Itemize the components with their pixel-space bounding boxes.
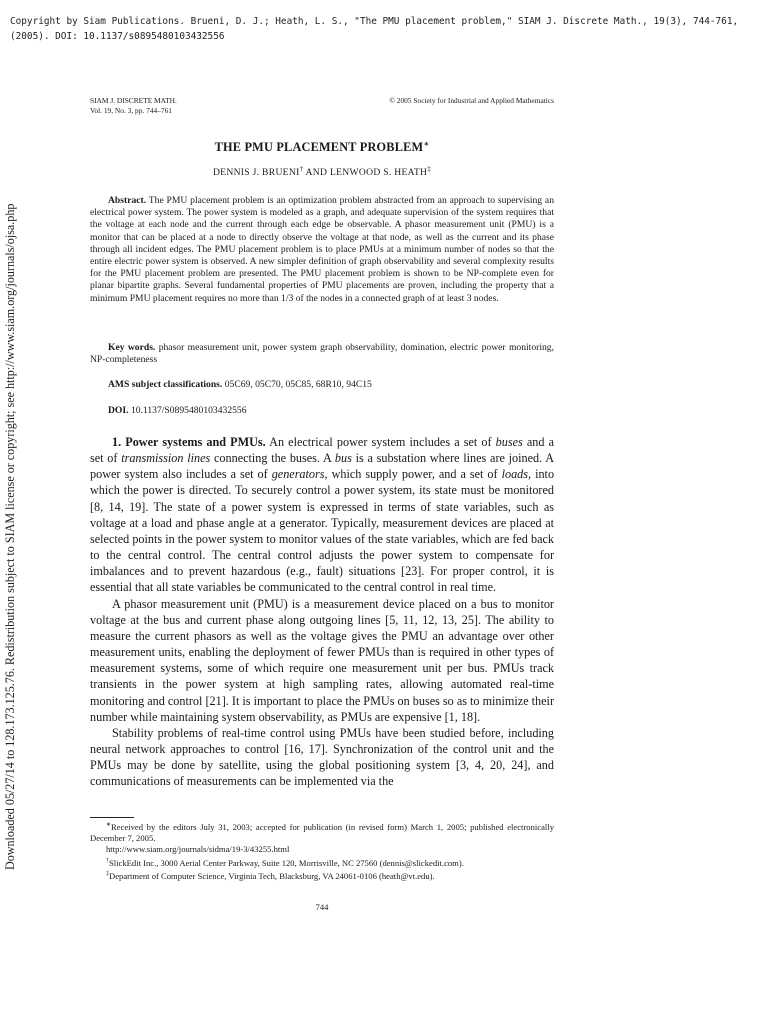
author-line — [90, 165, 554, 178]
title-footnote-mark: ∗ — [423, 140, 430, 148]
footnote-url: http://www.siam.org/journals/sidma/19-3/43255.html — [106, 844, 290, 855]
p1-text-f: into which the power is directed. To securely control a power system, its state must be monitored [8, 14, 19]. The state of a power system is expressed in terms of state variables, such as voltage at a load and phase angle at a generator. Typically, measurement devices are placed at selected points in the power system to monitor values of the state variables, which are fed back to the central control. The central control adjusts the power system to compensate for imbalances and to prevent hazardous (e.g., fault) situations [23]. For proper control, it is essential that all state variables be communicated to the central control in real time. — [90, 467, 555, 595]
doi-text: 10.1137/S0895480103432556 — [130, 405, 247, 416]
section-heading: 1. Power systems and PMUs. — [112, 435, 266, 449]
footnote-received-text: Received by the editors July 31, 2003; accepted for publication (in revised form) March 1, 2005; published electronically December 7, 2005. — [90, 821, 554, 844]
ams-label: AMS subject classifications. — [108, 379, 223, 390]
paper-title — [90, 140, 554, 155]
p1-text-d: is a substation where lines are joined. A power system also includes a set of — [90, 451, 555, 482]
author-mark-dagger: † — [299, 165, 304, 173]
author-mark-ddagger: ‡ — [427, 165, 432, 173]
p1-text-e: which supply power, and a set of — [331, 467, 498, 482]
paragraph-2: A phasor measurement unit (PMU) is a measurement device placed on a bus to monitor voltage at the bus and current phase along outgoing lines [5, 11, 12, 13, 25]. The ability to measure the current phasors as well as the voltage gives the PMU an advantage over other measurement units, enabling the deployment of fewer PMUs than is required in other types of measurement systems, some of which require one measurement unit per bus. PMUs track transients in the power system at high sampling rates, allowing automated real-time monitoring and control [21]. It is important to place the PMUs on buses so as to minimize their number while maintaining system observability, as PMUs are expensive [1, 18]. — [90, 596, 554, 724]
title-text: THE PMU PLACEMENT PROBLEM — [214, 140, 424, 155]
page-number: 744 — [315, 902, 329, 912]
abstract — [90, 195, 554, 305]
footnote-heath-text: Department of Computer Science, Virginia Tech, Blacksburg, VA 24061-0106 (heath@vt.edu). — [109, 870, 435, 881]
p1-text-c: connecting the buses. A — [214, 451, 332, 466]
section-1 — [90, 434, 554, 789]
term-bus: bus — [334, 451, 352, 466]
footnote-rule — [90, 817, 134, 818]
term-buses: buses — [495, 435, 523, 449]
paragraph-1 — [90, 434, 554, 596]
footnote-mark-1: ∗ — [106, 822, 112, 828]
footnote-heath — [90, 869, 554, 882]
abstract-label: Abstract. — [108, 195, 147, 206]
footnote-brueni — [90, 856, 554, 869]
footnote-mark-3: ‡ — [106, 870, 109, 877]
ams-text: 05C69, 05C70, 05C85, 68R10, 94C15 — [224, 379, 372, 390]
term-loads: loads, — [501, 467, 532, 482]
society-copyright: © 2005 Society for Industrial and Applied Mathematics — [389, 96, 554, 105]
abstract-text: The PMU placement problem is an optimization problem abstracted from an approach to supervising an electrical power system. The power system is modeled as a graph, and adequate supervision of the system requires that the voltage at each node and the current through each edge be observable. A phasor measurement unit (PMU) is a monitor that can be placed at a node to directly observe the voltage at that node, as well as the current and its phase through all incident edges. The PMU placement problem is to place PMUs at a minimum number of nodes so that the entire electric power system is observed. A new simpler definition of graph observability and several complexity results for the PMU placement problem are presented. The PMU placement problem is shown to be NP-complete even for planar bipartite graphs. Several fundamental properties of PMU placements are proven, including the property that a minimum PMU placement requires no more than 1/3 of the nodes in a connected graph of at least 3 nodes. — [90, 195, 554, 304]
doi-label: DOI. — [108, 405, 129, 416]
author-heath: LENWOOD S. HEATH — [329, 167, 428, 179]
keywords-text: phasor measurement unit, power system graph observability, domination, electric power monitoring, NP-completeness — [90, 342, 554, 366]
p1-text-a: An electrical power system includes a set of — [269, 435, 492, 449]
author-conjunction: AND — [303, 167, 330, 179]
doi — [90, 405, 554, 417]
author-brueni: DENNIS J. BRUENI — [212, 167, 300, 179]
download-notice: Downloaded 05/27/14 to 128.173.125.76. Redistribution subject to SIAM license or copyright; see http://www.siam.org/journals/ojsa.php — [3, 203, 17, 870]
journal-name: SIAM J. DISCRETE MATH. — [90, 96, 177, 105]
copyright-notice: Copyright by Siam Publications. Brueni, D. J.; Heath, L. S., "The PMU placement problem," SIAM J. Discrete Math., 19(3), 744-761, (2005). DOI: 10.1137/s0895480103432556 — [10, 16, 744, 42]
footnotes — [90, 820, 554, 882]
journal-volume: Vol. 19, No. 3, pp. 744–761 — [90, 105, 172, 115]
ams-classifications — [90, 379, 554, 391]
footnote-received — [90, 820, 554, 844]
keywords-label: Key words. — [108, 342, 156, 353]
term-generators: generators, — [271, 467, 328, 482]
journal-info — [90, 96, 177, 115]
keywords — [90, 342, 554, 366]
footnote-mark-2: † — [106, 857, 109, 864]
footnote-brueni-text: SlickEdit Inc., 3000 Aerial Center Parkway, Suite 120, Morrisville, NC 27560 (dennis@slickedit.com). — [109, 857, 464, 868]
p1-text-b: and a set of — [90, 435, 555, 466]
paragraph-3: Stability problems of real-time control using PMUs have been studied before, including neural network approaches to control [16, 17]. Synchronization of the control unit and the PMUs may be done by satellite, using the global positioning system [3, 4, 20, 24], and communications of measurements can be implemented via the — [90, 725, 554, 789]
term-transmission-lines: transmission lines — [121, 451, 211, 466]
